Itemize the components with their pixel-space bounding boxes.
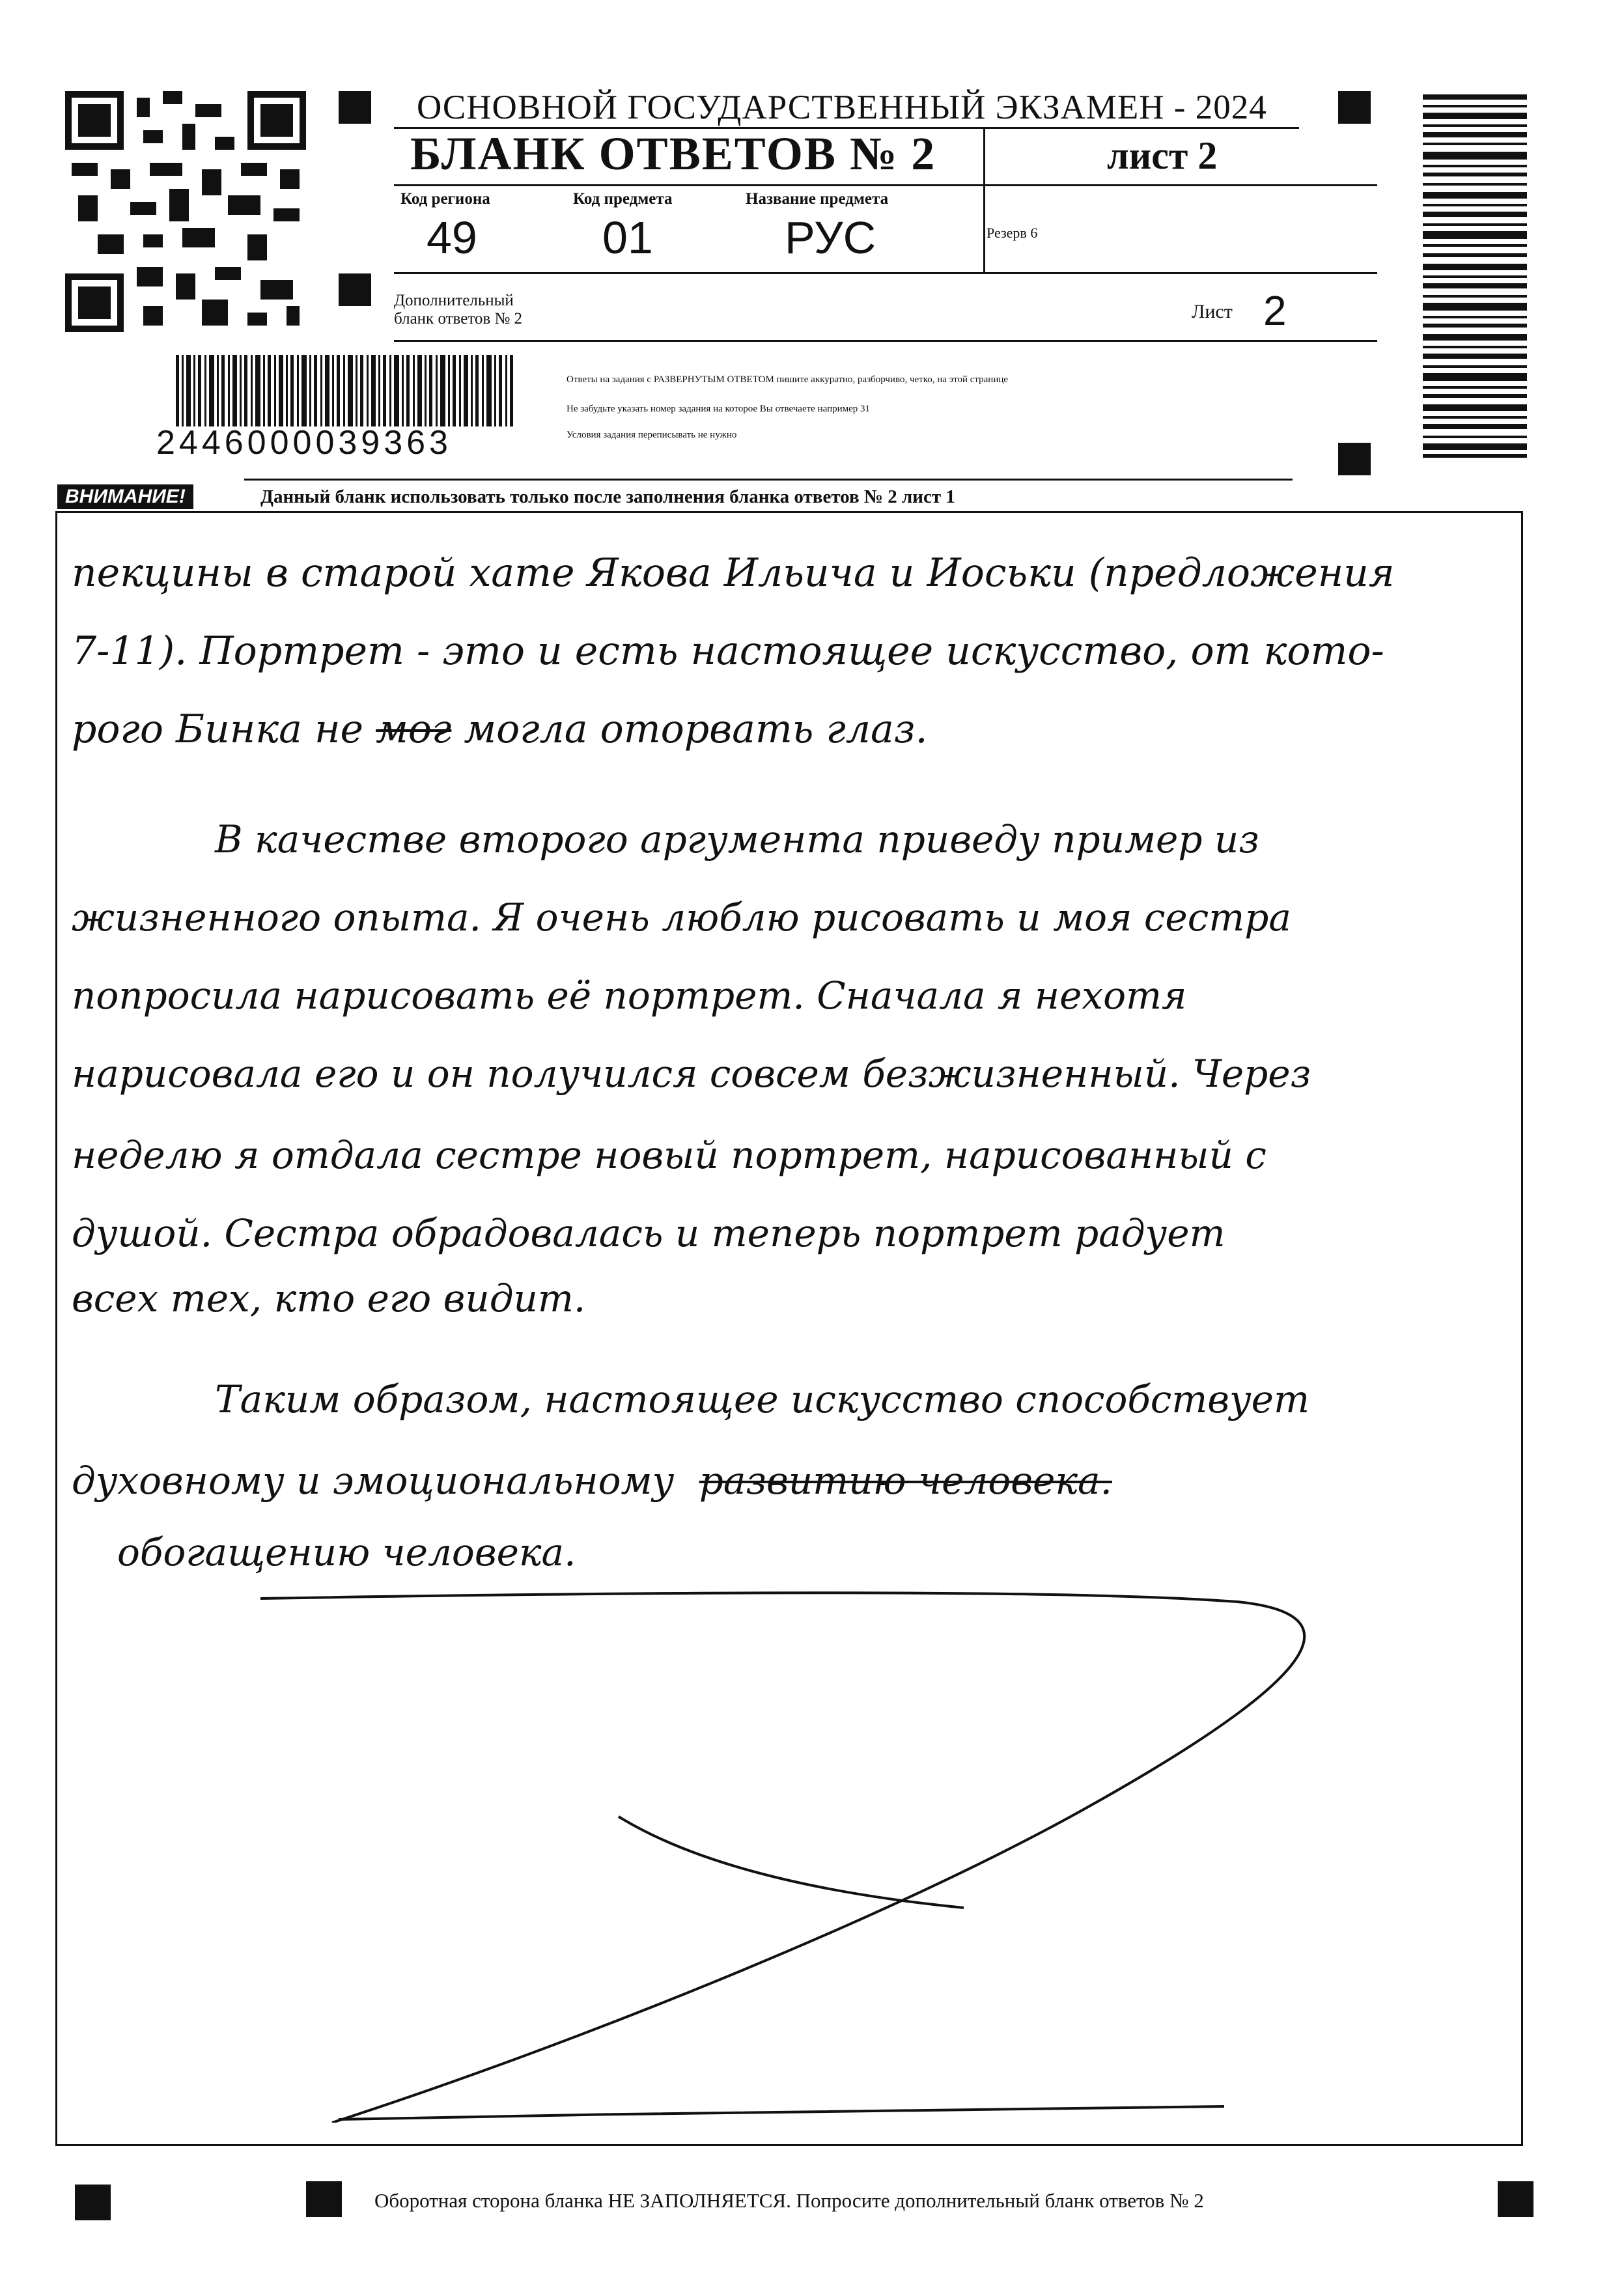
region-code-value: 49 [427,212,477,263]
header-line [394,184,1377,186]
sheet-number-value: 2 [1263,287,1287,334]
marker-square [339,91,371,124]
struck-word: мог [376,706,452,752]
reserve-label: Резерв 6 [987,225,1038,241]
sheet-label: лист 2 [1107,134,1218,177]
struck-phrase: развитию человека. [699,1459,1112,1503]
region-code-label: Код региона [400,190,490,208]
answer-line-1: пекцины в старой хате Якова Ильича и Иоськи (предложения [72,550,1395,596]
header-divider [983,184,985,272]
marker-square [1338,91,1371,124]
marker-square [1498,2181,1533,2217]
answer-line-10: всех тех, кто его видит. [72,1276,586,1320]
sheet-number-label: Лист [1192,301,1233,322]
subject-name-label: Название предмета [746,190,889,208]
additional-form-label [394,292,522,328]
answer-line-12 [72,1459,1112,1503]
subject-code-value: 01 [602,212,653,263]
subject-code-label: Код предмета [573,190,673,208]
answer-line-9: душой. Сестра обрадовалась и теперь портрет радует [72,1211,1225,1255]
exam-title: ОСНОВНОЙ ГОСУДАРСТВЕННЫЙ ЭКЗАМЕН - 2024 [417,89,1267,126]
marker-square [306,2181,342,2217]
instruction-line-2: Не забудьте указать номер задания на которое Вы отвечаете например 31 [567,404,871,414]
notice-text: Данный бланк использовать только после заполнения бланка ответов № 2 лист 1 [260,486,955,507]
instruction-line-3: Условия задания переписывать не нужно [567,430,737,440]
answer-line-2: 7-11). Портрет - это и есть настоящее искусство, от кото- [72,628,1384,674]
answer-line-3 [72,706,928,752]
form-title: БЛАНК ОТВЕТОВ № 2 [410,128,936,180]
marker-square [339,273,371,306]
header-line [394,340,1377,342]
answer-line-4: В качестве второго аргумента приведу пример из [215,817,1259,861]
answer-line-11: Таким образом, настоящее искусство способствует [215,1377,1310,1421]
marker-square [75,2185,111,2220]
qr-code [65,91,306,332]
answer-line-7: нарисовала его и он получился совсем безжизненный. Через [72,1052,1311,1096]
instruction-line-1: Ответы на задания с РАЗВЕРНУТЫМ ОТВЕТОМ пишите аккуратно, разборчиво, четко, на этой странице [567,374,1009,385]
barcode-number: 2446000039363 [156,424,452,462]
answer-line-12-text: духовному и эмоциональному [72,1459,675,1503]
marker-square [1338,443,1371,475]
additional-label-line2: бланк ответов № 2 [394,310,523,328]
side-barcode [1423,94,1527,459]
answer-line-5: жизненного опыта. Я очень люблю рисовать и моя сестра [72,895,1291,940]
cross-out-mark [247,1589,1387,2123]
barcode [176,355,514,426]
header-line [394,272,1377,274]
warning-badge: ВНИМАНИЕ! [57,484,193,509]
answer-line-3-text: рого Бинка не мог могла оторвать глаз. [72,706,928,752]
answer-line-13: обогащению человека. [117,1530,576,1574]
answer-line-6: попросила нарисовать её портрет. Сначала я нехотя [72,973,1187,1018]
subject-name-value: РУС [785,212,876,263]
answer-line-8: неделю я отдала сестре новый портрет, нарисованный с [72,1133,1267,1177]
additional-label-line1: Дополнительный [394,292,514,309]
footer-note: Оборотная сторона бланка НЕ ЗАПОЛНЯЕТСЯ. Попросите дополнительный бланк ответов № 2 [374,2189,1204,2212]
header-line [244,479,1293,481]
header-divider [983,127,985,186]
